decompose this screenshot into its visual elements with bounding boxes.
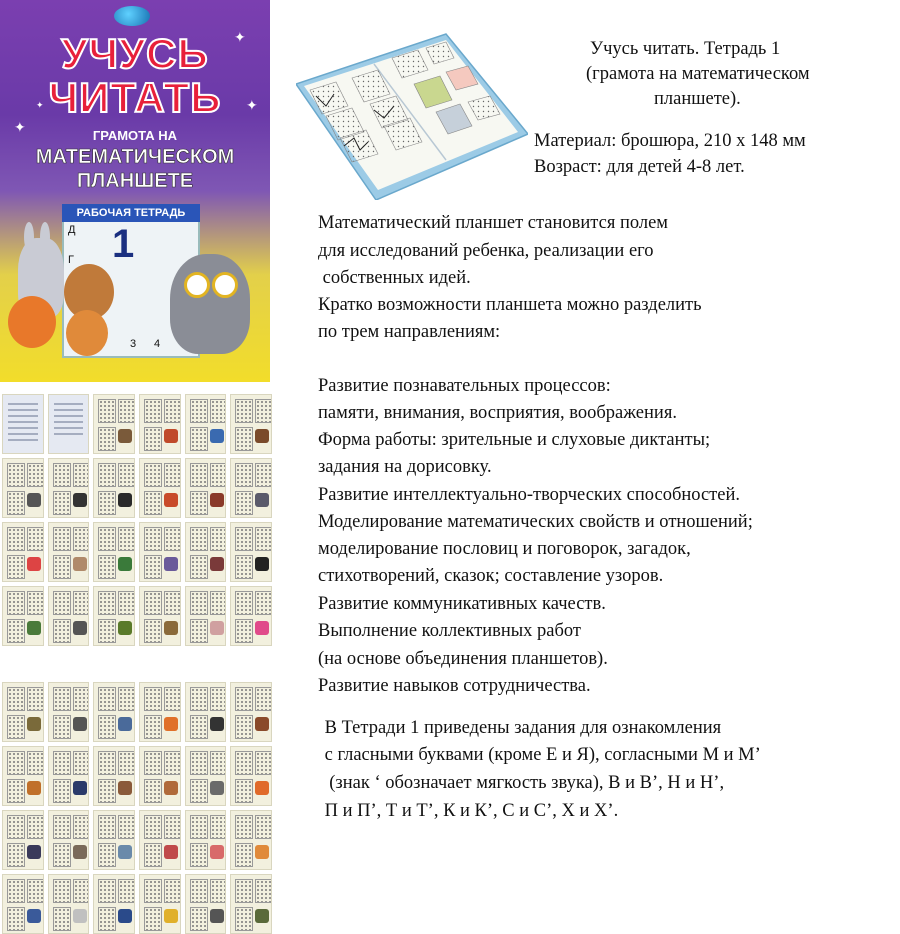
intro-line: собственных идей. bbox=[318, 268, 471, 288]
page-thumbnail bbox=[48, 874, 90, 934]
page-thumbnail bbox=[93, 394, 135, 454]
page-thumbnail bbox=[185, 874, 227, 934]
material-info: Материал: брошюра, 210 х 148 мм bbox=[534, 131, 806, 151]
board-label-g: Г bbox=[68, 254, 74, 266]
page-thumbnails-top bbox=[2, 394, 272, 646]
squirrel-illustration bbox=[66, 310, 108, 356]
direction-line: Развитие интеллектуально-творческих способностей. bbox=[318, 485, 741, 505]
page-thumbnail bbox=[139, 394, 181, 454]
open-booklet-photo bbox=[296, 14, 528, 200]
owl-eye bbox=[184, 272, 210, 298]
page-thumbnail bbox=[139, 458, 181, 518]
page-thumbnail bbox=[230, 586, 272, 646]
direction-line: Развитие навыков сотрудничества. bbox=[318, 676, 591, 696]
page-thumbnail bbox=[48, 682, 90, 742]
page-thumbnail bbox=[48, 394, 90, 454]
intro-line: Математический планшет становится полем bbox=[318, 213, 669, 233]
notebook-line: В Тетради 1 приведены задания для ознакомления bbox=[320, 718, 722, 738]
page-thumbnail bbox=[93, 522, 135, 582]
page-thumbnail bbox=[93, 810, 135, 870]
page-thumbnail bbox=[185, 810, 227, 870]
page-thumbnail bbox=[139, 586, 181, 646]
intro-line: по трем направлениям: bbox=[318, 322, 501, 342]
direction-line: Моделирование математических свойств и отношений; bbox=[318, 512, 753, 532]
direction-line: памяти, внимания, восприятия, воображения. bbox=[318, 403, 677, 423]
page-thumbnail bbox=[2, 522, 44, 582]
direction-line: задания на дорисовку. bbox=[318, 457, 492, 477]
page-thumbnail bbox=[2, 874, 44, 934]
page-thumbnail bbox=[2, 682, 44, 742]
cover-title-line2: ЧИТАТЬ bbox=[48, 74, 222, 121]
page-thumbnail bbox=[139, 874, 181, 934]
direction-line: моделирование пословиц и поговорок, загадок, bbox=[318, 539, 691, 559]
fox-illustration bbox=[8, 296, 56, 348]
page-thumbnail bbox=[230, 522, 272, 582]
page-thumbnail bbox=[230, 682, 272, 742]
star-icon: ✦ bbox=[14, 121, 26, 136]
page-thumbnail bbox=[93, 458, 135, 518]
page-thumbnail bbox=[230, 746, 272, 806]
page-thumbnail bbox=[93, 586, 135, 646]
direction-line: стихотворений, сказок; составление узоров. bbox=[318, 566, 664, 586]
page-thumbnail bbox=[230, 810, 272, 870]
cover-subtitle-line1: ГРАМОТА НА bbox=[92, 128, 178, 143]
board-label-3: 3 bbox=[130, 338, 137, 350]
notebook-line: с гласными буквами (кроме Е и Я), согласными М и М’ bbox=[320, 745, 761, 765]
page-thumbnail bbox=[230, 458, 272, 518]
page-thumbnail bbox=[185, 746, 227, 806]
direction-line: Развитие познавательных процессов: bbox=[318, 376, 611, 396]
star-icon: ✦ bbox=[234, 31, 246, 46]
page-thumbnails-bottom bbox=[2, 682, 272, 934]
board-label-4: 4 bbox=[154, 338, 161, 350]
owl-eye bbox=[212, 272, 238, 298]
direction-line: Развитие коммуникативных качеств. bbox=[318, 594, 606, 614]
page-thumbnail bbox=[185, 682, 227, 742]
page-thumbnail bbox=[139, 522, 181, 582]
star-icon: ✦ bbox=[246, 99, 258, 114]
product-subtitle: планшете). bbox=[654, 89, 741, 109]
page-thumbnail bbox=[139, 810, 181, 870]
page-thumbnail bbox=[48, 746, 90, 806]
cover-number: 1 bbox=[112, 222, 135, 266]
cover-subtitle-line3: ПЛАНШЕТЕ bbox=[76, 170, 194, 192]
page-thumbnail bbox=[48, 522, 90, 582]
page-thumbnail bbox=[2, 586, 44, 646]
notebook-line: П и П’, Т и Т’, К и К’, С и С’, Х и Х’. bbox=[320, 801, 619, 821]
intro-line: Кратко возможности планшета можно разделить bbox=[318, 295, 702, 315]
board-label-d: Д bbox=[68, 224, 76, 236]
page-thumbnail bbox=[185, 458, 227, 518]
page-thumbnail bbox=[139, 682, 181, 742]
page-thumbnail bbox=[2, 746, 44, 806]
page-thumbnail bbox=[230, 874, 272, 934]
direction-line: (на основе объединения планшетов). bbox=[318, 649, 608, 669]
direction-line: Форма работы: зрительные и слуховые диктанты; bbox=[318, 430, 711, 450]
book-cover bbox=[0, 0, 270, 382]
publisher-logo bbox=[114, 6, 150, 26]
product-title: Учусь читать. Тетрадь 1 bbox=[590, 39, 781, 59]
page-thumbnail bbox=[93, 874, 135, 934]
page-thumbnail bbox=[48, 458, 90, 518]
product-subtitle: (грамота на математическом bbox=[586, 64, 810, 84]
direction-line: Выполнение коллективных работ bbox=[318, 621, 582, 641]
page-thumbnail bbox=[185, 522, 227, 582]
notebook-line: (знак ‘ обозначает мягкость звука), В и В’, Н и Н’, bbox=[320, 773, 725, 793]
page-thumbnail bbox=[185, 586, 227, 646]
page-thumbnail bbox=[93, 746, 135, 806]
age-info: Возраст: для детей 4-8 лет. bbox=[534, 157, 745, 177]
page-thumbnail bbox=[48, 810, 90, 870]
page-thumbnail bbox=[93, 682, 135, 742]
cover-title-line1: УЧУСЬ bbox=[61, 30, 209, 77]
intro-line: для исследований ребенка, реализации его bbox=[318, 241, 654, 261]
page-thumbnail bbox=[230, 394, 272, 454]
owl-illustration bbox=[170, 254, 250, 354]
page-thumbnail bbox=[48, 586, 90, 646]
cover-badge: РАБОЧАЯ ТЕТРАДЬ bbox=[62, 204, 200, 222]
cover-subtitle-line2: МАТЕМАТИЧЕСКОМ bbox=[35, 146, 235, 168]
star-icon: ✦ bbox=[36, 100, 44, 110]
page-thumbnail bbox=[185, 394, 227, 454]
page-thumbnail bbox=[2, 810, 44, 870]
page-thumbnail bbox=[2, 394, 44, 454]
page-thumbnail bbox=[2, 458, 44, 518]
page-thumbnail bbox=[139, 746, 181, 806]
